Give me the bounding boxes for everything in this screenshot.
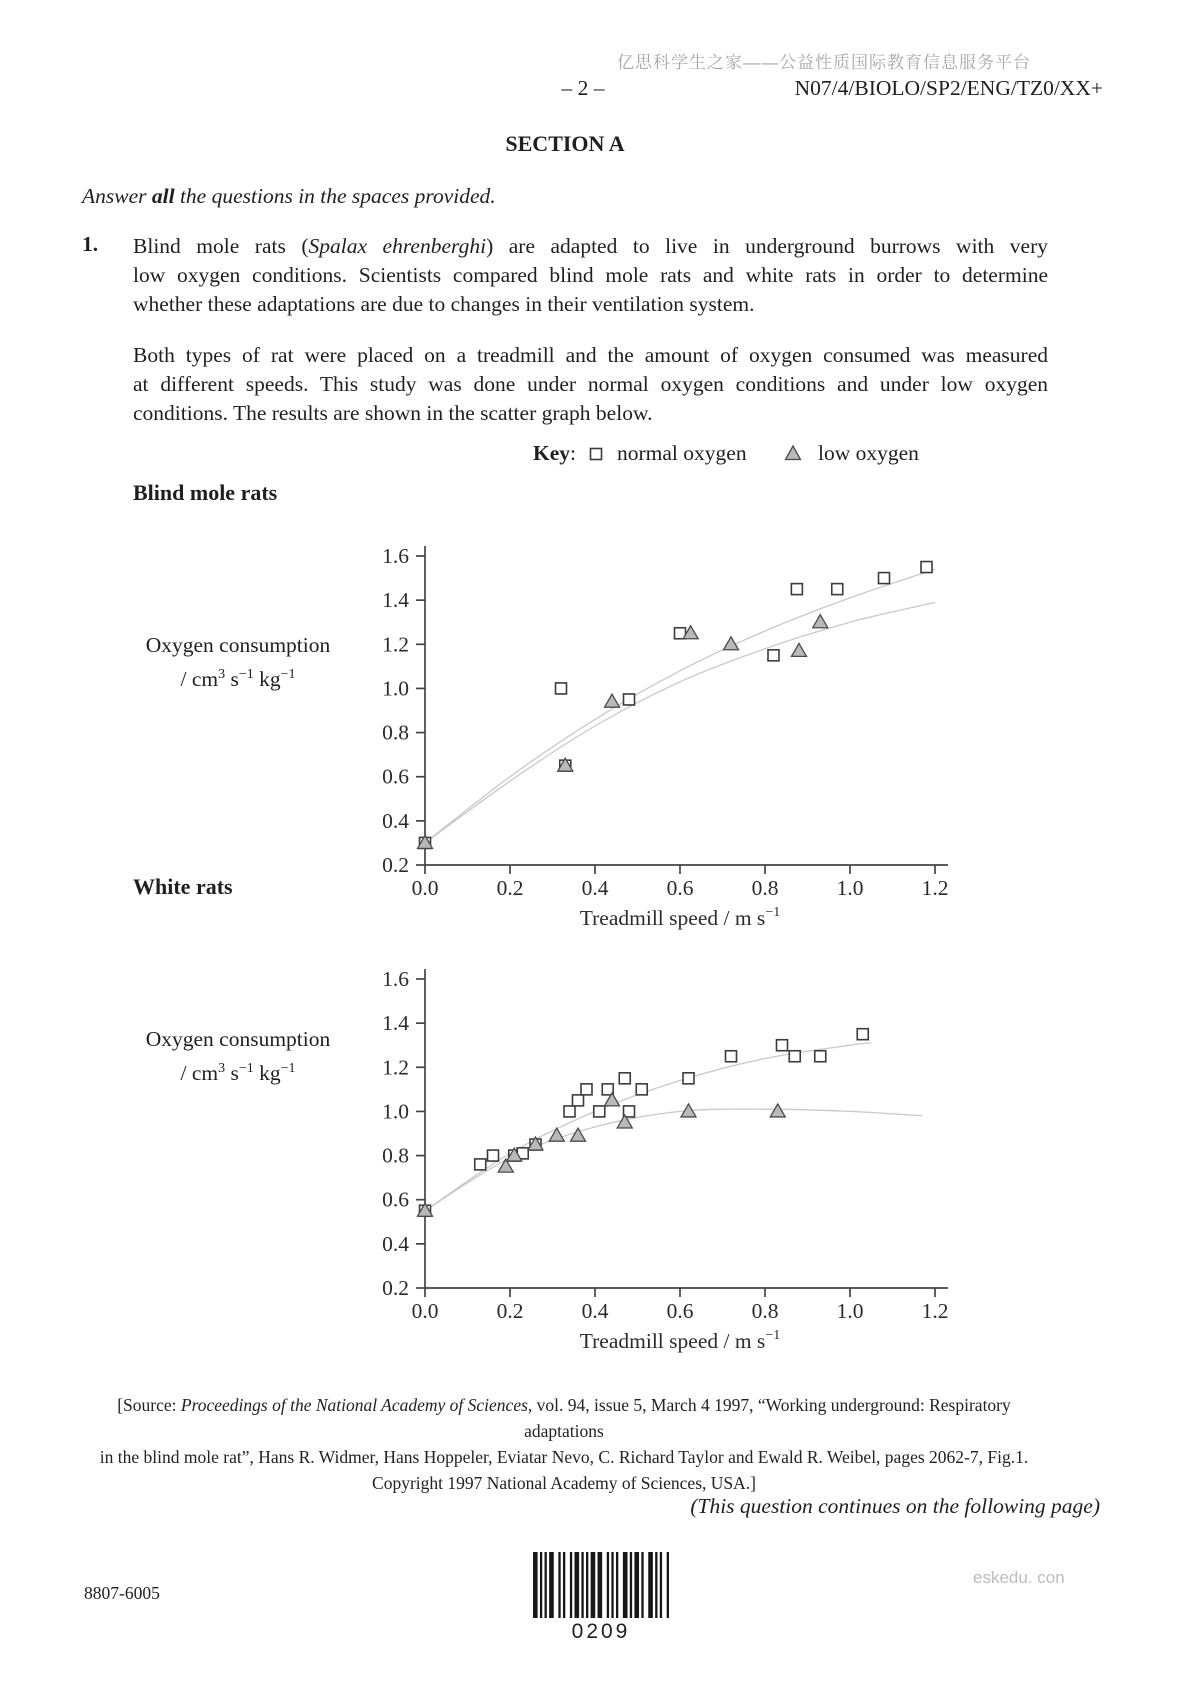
x-tick-label: 0.6 [666,1299,694,1323]
blind-mole-rats-chart [330,498,950,948]
barcode-bar [655,1552,657,1618]
question-line: whether these adaptations are due to changes in their ventilation system. [133,292,755,316]
x-tick-label: 0.0 [411,1299,439,1323]
data-point-square [594,1106,605,1117]
instruction-pre: Answer [82,184,152,208]
data-point-square [815,1051,826,1062]
y-tick-label: 0.2 [382,1276,409,1300]
exam-page: 亿思科学生之家——公益性质国际教育信息服务平台 – 2 – N07/4/BIOLO/SP2/ENG/TZ0/XX+ SECTION A Answer all the questions in the spaces provided. 1. Blind mole rats (Spalax ehrenberghi) are adapted to live in underground burrows with very low oxygen conditions. Scientists compared blind mole rats and white rats in order to determine whether these adaptations are due to changes in their ventilation system. Both types of rat were placed on a treadmill and the amount of oxygen consumed was measured at different speeds. This study was done under normal oxygen conditions and under low oxygen conditions. The results are shown in the scatter graph below. Key: normal oxygen low oxygen Blind mole rats Oxygen consumption / $cm^3$ $s^{-1}$ $kg^{-1}$ 0.0 0.2 0.4 0.6 0.8 1.0 1.2 0.2 0.4 0.6 0.8 1.0 1.2 1.4 1.6 Treadmill speed / m $s^{-1}$ White rats Oxygen consumption / $cm^3$ $s^{-1}$ $kg^{-1}$ 0.0 0.2 0.4 0.6 0.8 1.0 1.2 0.2 0.4 0.6 0.8 1.0 1.2 1.4 1.6 Treadmill speed / m $s^{-1}$ [Source: Proceedings of the National Academy of Sciences, vol. 94, issue 5, March 4 1997, “Working underground: Respiratory adaptations in the blind mole rat”, Hans R. Widmer, Hans Hoppeler, Eviatar Nevo, C. Richard Taylor and Ewald R. Weibel, pages 2062-7, Fig.1. Copyright 1997 National Academy of Sciences, USA.] (This question continues on the following page) 8807-6005 0209 eskedu. con [0,0,1191,1684]
journal-name: Proceedings of the National Academy of Sciences [180,1395,528,1415]
barcode-bar [549,1552,554,1618]
data-point-square [683,1073,694,1084]
barcode-bar [574,1552,579,1618]
species-name: Spalax ehrenberghi [308,234,487,258]
y-tick-label: 0.2 [382,853,409,877]
data-point-square [636,1084,647,1095]
x-tick-label: 0.0 [411,876,439,900]
data-point-square [581,1084,592,1095]
x-tick-label: 0.8 [751,1299,779,1323]
document-number: 8807-6005 [84,1583,160,1603]
data-point-square [564,1106,575,1117]
y-tick-label: 0.6 [382,1187,409,1212]
data-point-square [789,1051,800,1062]
source-citation: [Source: Proceedings of the National Academy of Sciences, vol. 94, issue 5, March 4 1997, “Working underground: Respiratory adaptations in the blind mole rat”, Hans R. Widmer, Hans Hoppeler, Eviatar Nevo, C. Richard Taylor and Ewald R. Weibel, pages 2062-7, Fig.1. Copyright 1997 National Academy of Sciences, USA.] [99,1395,1029,1493]
y-tick-label: 0.4 [382,808,409,833]
barcode [533,1552,669,1618]
x-tick-label: 1.2 [921,1299,949,1323]
barcode-bar [607,1552,609,1618]
y-tick-label: 1.6 [382,544,409,569]
question-number: 1. [82,232,99,256]
barcode-number: 0209 [571,1620,631,1643]
x-tick-label: 0.2 [496,1299,524,1323]
white-rats-chart [330,921,950,1371]
data-point-square [832,584,843,595]
data-point-square [475,1159,486,1170]
oxygen-consumption-label: Oxygen consumption / $cm^3$ $s^{-1}$ $kg^{-1}$ [145,633,331,692]
barcode-bar [648,1552,653,1618]
y-tick-label: 1.0 [382,676,409,701]
data-point-square [619,1073,630,1084]
y-tick-label: 0.8 [382,1143,409,1168]
scatter-plot [330,921,950,1366]
data-point-triangle [770,1104,785,1117]
x-tick-label: 0.4 [581,876,609,900]
y-tick-label: 0.6 [382,764,409,789]
data-point-triangle [605,694,620,707]
barcode-bar [591,1552,596,1618]
x-tick-label: 0.6 [666,876,694,900]
data-point-square [921,562,932,573]
barcode-bar [616,1552,618,1618]
barcode-bar [563,1552,565,1618]
data-point-triangle [813,615,828,628]
barcode-bar [641,1552,643,1618]
x-tick-label: 0.2 [496,876,524,900]
y-tick-label: 0.4 [382,1231,409,1256]
oxygen-consumption-label: Oxygen consumption / $cm^3$ $s^{-1}$ $kg^{-1}$ [145,1027,331,1086]
key-triangle-icon [783,444,803,462]
key-low-label: low oxygen [818,441,919,465]
barcode-bar [581,1552,583,1618]
x-tick-label: 0.8 [751,876,779,900]
barcode-bar [660,1552,662,1618]
x-tick-label: 1.2 [921,876,949,900]
x-axis-label: Treadmill speed / m $s^{-1}$ [579,905,781,930]
barcode-bar [586,1552,588,1618]
chart-title-white-rats: White rats [133,874,233,899]
barcode-bar [634,1552,639,1618]
y-tick-label: 1.6 [382,967,409,992]
barcode-bar [667,1552,669,1618]
data-point-square [488,1150,499,1161]
data-point-square [791,584,802,595]
question-line: Blind mole rats (Spalax ehrenberghi) are adapted to live in underground burrows with very [133,234,1048,258]
data-point-square [624,694,635,705]
barcode-bar [545,1552,547,1618]
answer-instruction [82,184,496,209]
y-tick-label: 1.4 [382,1011,409,1036]
barcode-bar [598,1552,603,1618]
data-point-square [857,1029,868,1040]
trend-line-normal [425,569,935,843]
continuation-note: (This question continues on the following page) [690,1494,1100,1518]
key-label: Key: [533,441,577,465]
paper-code: N07/4/BIOLO/SP2/ENG/TZ0/XX+ [794,76,1103,100]
barcode-bar [533,1552,538,1618]
y-tick-label: 1.2 [382,1055,409,1080]
data-point-square [768,650,779,661]
barcode-bar [570,1552,572,1618]
chart-title-blind-mole-rats: Blind mole rats [133,480,278,505]
barcode-bar [540,1552,542,1618]
scatter-plot [330,498,950,943]
data-point-square [726,1051,737,1062]
y-tick-label: 1.4 [382,588,409,613]
header-watermark: 亿思科学生之家——公益性质国际教育信息服务平台 [617,53,1031,72]
barcode-bar [623,1552,628,1618]
data-point-square [573,1095,584,1106]
question-line: Both types of rat were placed on a treadmill and the amount of oxygen consumed was measured [133,343,1048,367]
data-point-square [556,683,567,694]
barcode-bar [630,1552,632,1618]
x-tick-label: 1.0 [836,1299,864,1323]
axes [425,969,948,1288]
question-paragraph-2 [133,341,1048,428]
data-point-triangle [549,1128,564,1141]
data-point-square [777,1040,788,1051]
x-tick-label: 0.4 [581,1299,609,1323]
data-point-triangle [792,643,807,656]
instruction-bold: all [151,184,175,208]
barcode-bar [558,1552,560,1618]
key-normal-label: normal oxygen [617,441,747,465]
question-line: conditions. The results are shown in the scatter graph below. [133,401,653,425]
question-line: at different speeds. This study was done under normal oxygen conditions and under low oxygen [133,372,1048,396]
question-line: low oxygen conditions. Scientists compared blind mole rats and white rats in order to determine [133,263,1048,287]
watermark-eskedu: eskedu. con [973,1568,1065,1587]
data-point-square [879,573,890,584]
section-title: SECTION A [505,131,625,156]
question-paragraph-1 [133,232,1048,319]
barcode-bar [611,1552,613,1618]
x-tick-label: 1.0 [836,876,864,900]
axes [425,546,948,865]
trend-line-normal [425,1043,871,1211]
x-axis-label: Treadmill speed / m $s^{-1}$ [579,1328,781,1353]
key-square-icon [589,447,604,462]
instruction-post: the questions in the spaces provided. [174,184,496,208]
y-tick-label: 0.8 [382,720,409,745]
y-tick-label: 1.2 [382,632,409,657]
y-tick-label: 1.0 [382,1099,409,1124]
